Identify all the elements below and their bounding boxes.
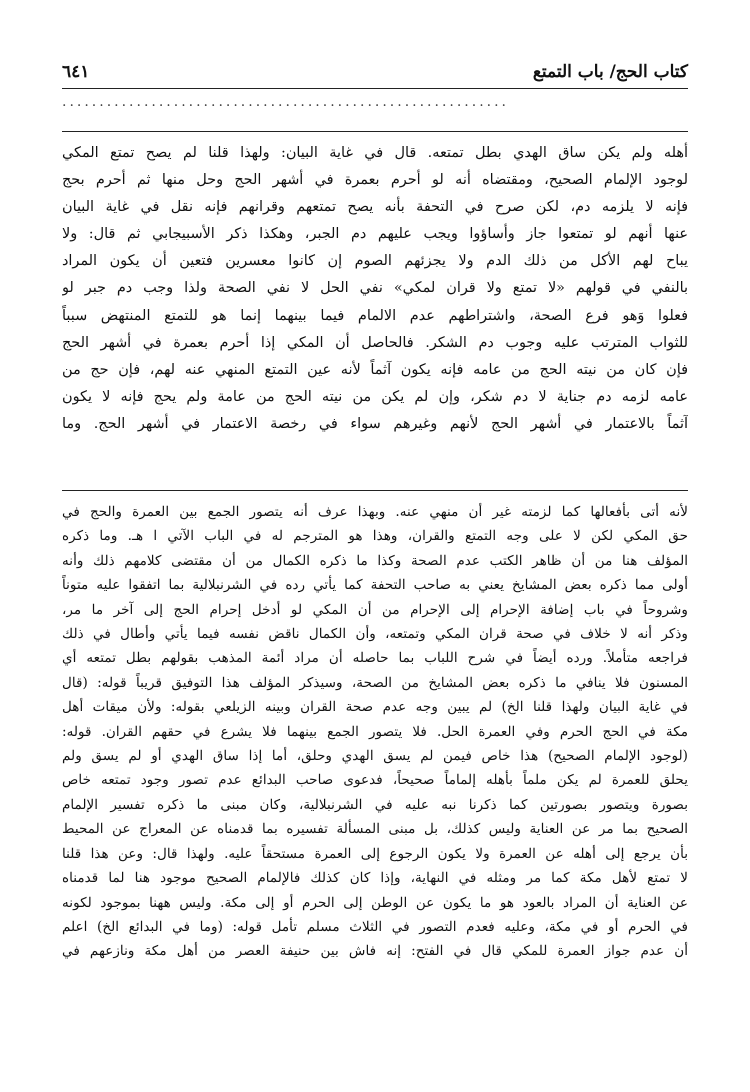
hashiya-text-block [62, 500, 688, 964]
text-line: أن عدم جواز العمرة للمكي قال في الفتح: إنه فاش بين حنيفة العصر من أهل مكة ونازعهم في [62, 943, 688, 960]
text-line: فعلوا وَهو فرع الصحة، واشتراطهم عدم الالمام فيما بينهما إنما هو للتمتع المنتهض سبباً [62, 307, 688, 324]
text-line: فإنه لا يلزمه دم، لكن صرح في التحفة بأنه يصح تمتعهم وقرانهم فإنه نقل في غاية البيان [62, 199, 688, 216]
text-line: عنها أنهم لو تمتعوا جاز وأساؤوا ويجب عليهم دم الجبر، وهكذا ذكر الأسبيجابي ثم قال: ولا [62, 226, 688, 243]
text-line: أولى مما ذكره بعض المشايخ يعني به صاحب التحفة كما يأتي رده في الشرنبلالية بما اتفقوا عليه متوناً [62, 577, 688, 594]
header-rule [62, 88, 688, 89]
page-number: ٦٤١ [62, 62, 90, 82]
text-line: عامه لزمه دم جناية لا دم شكر، وإن لم يكن من نيته الحج من عامة ولم يحج فإنه لا يكون [62, 388, 688, 405]
text-line: يحلق للعمرة لم يكن ملماً بأهله إلماماً صحيحاً، فدعوى صاحب البدائع عدم تصور وجود تمتعه خاص [62, 772, 688, 789]
text-line: بصورة ويتصور بصورتين كما ذكرنا نبه عليه في الشرنبلالية، وكان مبنى ما ذكره تفسير الإلمام [62, 796, 688, 813]
text-line: المؤلف هنا من أن ظاهر الكتب عدم الصحة وكذا ما ذكره الكمال من أن مقتضى كلامهم ذلك وأنه [62, 552, 688, 569]
text-line: وذكر أنه لا خلاف في صحة قران المكي وتمتعه، وأن الكمال ناقض نفسه فيما يأتي وأطال في ذلك [62, 626, 688, 643]
text-line: في الحرم أو في مكة، وعليه فعدم التصور في الثلاث مسلم تأمل قوله: (وما في البدائع الخ) اعلم [62, 918, 688, 935]
text-line: لا تمتع لأهل مكة كما مر ومثله في النهاية، وإذا كان كذلك فالإلمام الصحيح موجود هنا لما قدمناه [62, 870, 688, 887]
text-line: فإن كان من نيته الحج من عامه فإنه يكون آثماً لأنه عين التمتع المنهي عنه لهم، فإن حج من [62, 361, 688, 378]
text-line: أهله ولم يكن ساق الهدي بطل تمتعه. قال في غاية البيان: ولهذا قلنا لم يصح تمتع المكي [62, 145, 688, 161]
text-line: للثواب المترتب عليه وجوب دم الشكر. فالحاصل أن المكي إذا أحرم بعمرة في أشهر الحج [62, 334, 688, 351]
text-line: لأنه أتى بأفعالها كما لزمته غير أن منهي عنه. وبهذا عرف أنه يتصور الجمع بين العمرة والحج في [62, 504, 688, 520]
text-line: الصحيح بما مر عن العناية وليس كذلك، بل مبنى المسألة تفسيره بما قدمناه عن المعراج عن المحيط [62, 821, 688, 838]
text-line: المسنون فلا ينافي ما ذكره بعض المشايخ من الصحة، وسيذكر المؤلف هذا التوفيق قريباً قوله: (قال [62, 674, 688, 691]
section-divider [62, 490, 688, 491]
text-line: فراجعه متأملاً. ورده أيضاً في شرح اللباب بما حاصله أن مراد أئمة المذهب بقولهم بطل تمتعه أي [62, 650, 688, 667]
matn-top-rule [62, 131, 688, 132]
text-line: (لوجود الإلمام الصحيح) هذا خاص فيمن لم يسق الهدي وحلق، أما إذا ساق الهدي أو لم يسق ولم [62, 748, 688, 765]
text-line: مكة في الحج الحرم وفي العمرة الحل. فلا يتصور الجمع بينهما فلا يشرع في حقهم القران. قوله: [62, 723, 688, 740]
running-title: كتاب الحج/ باب التمتع [532, 62, 688, 82]
text-line: عن العناية أن المراد بالعود هو ما يكون عن الوطن إلى الحرم أو إلى مكة. وليس ههنا بموجود لكونه [62, 894, 688, 911]
running-header [62, 62, 688, 88]
text-line: حق المكي لكن لا على وجه التمتع والقران، وهذا هو المترجم له في الباب الآتي ا هـ. وما ذكره [62, 528, 688, 545]
matn-text-block [62, 140, 688, 438]
dotted-separator: ............................................................ [62, 94, 510, 110]
text-line: وشروحاً في باب إضافة الإحرام إلى الإحرام من أن المكي لو أدخل إحرام الحج إلى آخر ما مر، [62, 601, 688, 618]
text-line: في غاية البيان ولهذا قلنا الخ) لم يبين وجه عدم صحة القران وبينه الزيلعي بقوله: ولأن ميقات أهل [62, 699, 688, 716]
text-line: بأن يرجع إلى أهله عن العمرة ولا يكون الرجوع إلى العمرة مستحقاً عليه. ولهذا قال: وعن هذا قلنا [62, 845, 688, 862]
text-line: بالنفي في قولهم «لا تمتع ولا قران لمكي» نفي الحل لا نفي الصحة ولذا وجب دم جبر لو [62, 280, 688, 297]
text-line: يباح لهم الأكل من ذلك الدم ولا يجزئهم الصوم إن كانوا معسرين فتعين أن يكون المراد [62, 253, 688, 270]
text-line: آثماً بالاعتمار في أشهر الحج لأنهم وغيرهم سواء في رخصة الاعتمار في أشهر الحج. وما [62, 415, 688, 432]
text-line: لوجود الإلمام الصحيح، ومقتضاه أنه لو أحرم بعمرة في أشهر الحج وحل منها ثم أحرم بحج [62, 172, 688, 189]
